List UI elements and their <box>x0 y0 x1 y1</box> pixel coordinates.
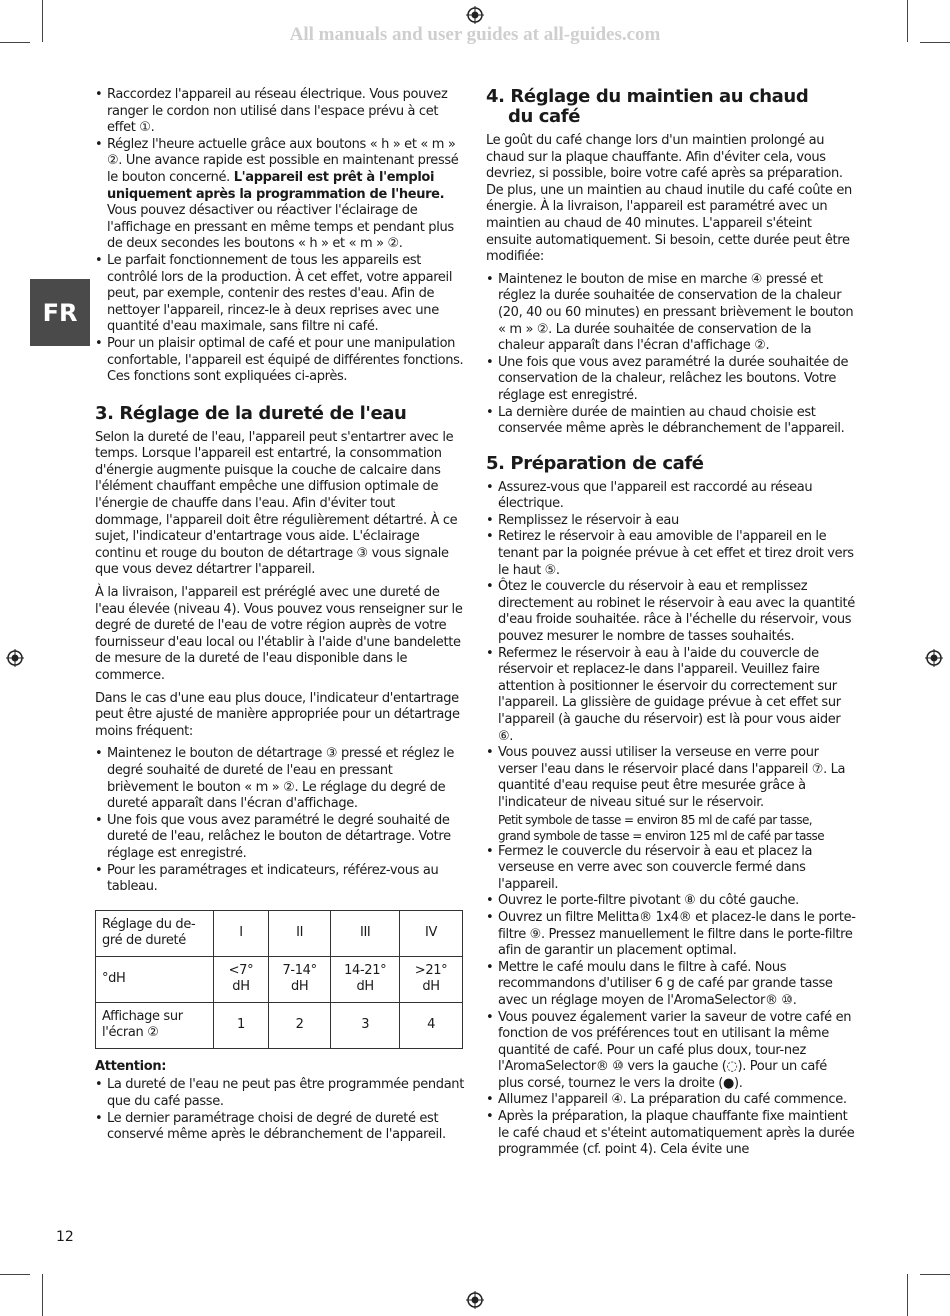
crop-mark <box>920 42 950 43</box>
section-3-list <box>95 746 465 895</box>
list-item: • Vous pouvez également varier la saveur de votre café en fonction de vos préférences tout en utilisant la même quantité de café. Pour un café plus doux, tour-nez l'AromaSelector® ⑩ vers la gauche (◌). Pour un café plus corsé, tournez le vers la droite (●). <box>486 1010 856 1093</box>
list-item: • Retirez le réservoir à eau amovible de l'appareil en le tenant par la poignée prévue à cet effet et tirez droit vers le haut ⑤. <box>486 529 856 579</box>
paragraph: Dans le cas d'une eau plus douce, l'indicateur d'entartrage peut être ajusté de manière appropriée pour un détartrage moins fréquent: <box>95 690 460 739</box>
list-item: • Ouvrez le porte-filtre pivotant ⑧ du côté gauche. <box>486 893 856 910</box>
crop-mark <box>920 1274 950 1275</box>
table-cell: 14-21° dH <box>331 956 400 1002</box>
cup-note: grand symbole de tasse = environ 125 ml de café par tasse <box>498 828 824 843</box>
attention-label: Attention: <box>95 1058 167 1074</box>
list-item: • Allumez l'appareil ④. La préparation du café commence. <box>486 1092 856 1109</box>
table-cell: 2 <box>268 1002 330 1048</box>
hardness-table <box>95 910 463 1049</box>
list-item <box>486 745 856 843</box>
list-item: • Ouvrez un filtre Melitta® 1x4® et placez-le dans le porte-filtre ⑨. Pressez manuellement le filtre dans le porte-filtre afin de garantir un placement optimal. <box>486 910 856 960</box>
table-cell: >21° dH <box>400 956 463 1002</box>
list-item: • Pour un plaisir optimal de café et pour une manipulation confortable, l'appareil est équipé de différentes fonctions. Ces fonctions sont expliquées ci-après. <box>95 336 465 386</box>
right-column <box>486 87 856 1165</box>
registration-mark-icon <box>466 1291 484 1309</box>
list-item-text: Vous pouvez désactiver ou réactiver l'éclairage de l'affichage en pressant en même temps et pendant plus de deux secondes les boutons « h » et « m » ②. <box>107 203 454 252</box>
section-3-heading: 3. Réglage de la dureté de l'eau <box>95 402 407 424</box>
list-item: • Maintenez le bouton de mise en marche ④ pressé et réglez la durée souhaitée de conservation de la chaleur (20, 40 ou 60 minutes) en pressant brièvement le bouton « m » ②. La durée souhaitée de conservation de la chaleur apparaît dans l'écran d'affichage ②. <box>486 272 856 355</box>
list-item: • Raccordez l'appareil au réseau électrique. Vous pouvez ranger le cordon non utilisé dans l'espace prévu à cet effet ①. <box>95 87 465 137</box>
paragraph: À la livraison, l'appareil est préréglé avec une dureté de l'eau élevée (niveau 4). Vous pouvez vous renseigner sur le degré de dureté de l'eau de votre région auprès de votre fournisseur d'eau local ou l'établir à l'aide d'une bandelette de mesure de la dureté de l'eau disponible dans le commerce. <box>95 585 463 683</box>
registration-mark-icon <box>6 649 24 667</box>
table-row <box>96 1002 463 1048</box>
bold-notice: L'appareil est prêt à l'emploi uniquement après la programmation de l'heure. <box>107 169 445 202</box>
registration-mark-icon <box>466 6 484 24</box>
left-column <box>95 87 465 1150</box>
registration-mark-icon <box>925 649 943 667</box>
list-item: • Une fois que vous avez paramétré la durée souhaitée de conservation de la chaleur, relâchez les boutons. Votre réglage est enregistré. <box>486 355 856 405</box>
watermark: All manuals and user guides at all-guides.com <box>289 24 661 45</box>
list-item: • Ôtez le couvercle du réservoir à eau et remplissez directement au robinet le réservoir à eau avec la quantité d'eau froide souhaitée. râce à l'échelle du réservoir, vous pouvez mesurer le nombre de tasses souhaités. <box>486 579 856 645</box>
list-item <box>95 137 465 253</box>
table-cell: II <box>268 910 330 956</box>
crop-mark <box>0 1274 30 1275</box>
list-item: • Pour les paramétrages et indicateurs, référez-vous au tableau. <box>95 863 465 896</box>
intro-list <box>95 87 465 386</box>
table-cell: IV <box>400 910 463 956</box>
list-item: • La dureté de l'eau ne peut pas être programmée pendant que du café passe. <box>95 1077 465 1110</box>
list-item: • Mettre le café moulu dans le filtre à café. Nous recommandons d'utiliser 6 g de café par grande tasse avec un réglage moyen de l'AromaSelector® ⑩. <box>486 960 856 1010</box>
list-item: • Après la préparation, la plaque chauffante fixe maintient le café chaud et s'éteint automatiquement après la durée programmée (cf. point 4). Cela évite une <box>486 1109 856 1159</box>
table-row <box>96 910 463 956</box>
heading-line: du café <box>508 106 581 127</box>
crop-mark <box>42 0 43 42</box>
attention-list <box>95 1077 465 1143</box>
section-5-heading: 5. Préparation de café <box>486 452 704 474</box>
list-item: • Maintenez le bouton de détartrage ③ pressé et réglez le degré souhaité de dureté de l'eau en pressant brièvement le bouton « m » ②. Le réglage du degré de dureté apparaît dans l'écran d'affichage. <box>95 746 465 812</box>
table-cell: 3 <box>331 1002 400 1048</box>
crop-mark <box>42 1274 43 1316</box>
page-number: 12 <box>56 1229 74 1245</box>
table-cell: °dH <box>96 956 214 1002</box>
list-item: • La dernière durée de maintien au chaud choisie est conservée même après le débranchement de l'appareil. <box>486 405 856 438</box>
table-cell: 1 <box>214 1002 269 1048</box>
crop-mark <box>907 1274 908 1316</box>
list-item: • Fermez le couvercle du réservoir à eau et placez la verseuse en verre avec son couvercle fermé dans l'appareil. <box>486 844 856 894</box>
table-cell: Affichage sur l'écran ② <box>96 1002 214 1048</box>
list-item: • Refermez le réservoir à eau à l'aide du couvercle de réservoir et replacez-le dans l'appareil. Veuillez faire attention à positionner le éservoir du correctement sur l'appareil. La glissière de guidage prévue à cet effet sur l'appareil (à gauche du réservoir) est là pour vous aider ⑥. <box>486 646 856 746</box>
list-item: • Le dernier paramétrage choisi de degré de dureté est conservé même après le débranchement de l'appareil. <box>95 1111 465 1144</box>
language-tab: FR <box>30 279 90 346</box>
section-4-list <box>486 272 856 438</box>
list-item: • Remplissez le réservoir à eau <box>486 513 856 530</box>
table-row <box>96 956 463 1002</box>
list-item: • Assurez-vous que l'appareil est raccordé au réseau électrique. <box>486 480 856 513</box>
heading-line: 4. Réglage du maintien au chaud <box>486 86 809 107</box>
table-cell: III <box>331 910 400 956</box>
section-4-heading <box>486 87 856 127</box>
list-item-text: Réglez l'heure actuelle grâce aux boutons « h » et « m » ②. Une avance rapide est possible en maintenant pressé le bouton concerné. <box>107 136 459 185</box>
table-cell: I <box>214 910 269 956</box>
table-cell: 7-14° dH <box>268 956 330 1002</box>
list-item: • Le parfait fonctionnement de tous les appareils est contrôlé lors de la production. À cet effet, votre appareil peut, par exemple, contenir des restes d'eau. Afin de nettoyer l'appareil, rincez-le à deux reprises avec une quantité d'eau maximale, sans filtre ni café. <box>95 253 465 336</box>
section-5-list <box>486 480 856 1159</box>
table-cell: Réglage du de-gré de dureté <box>96 910 214 956</box>
table-cell: <7° dH <box>214 956 269 1002</box>
paragraph: Le goût du café change lors d'un maintien prolongé au chaud sur la plaque chauffante. Afin d'éviter cela, vous devriez, si possible, boire votre café après sa préparation. De plus, une un maintien au chaud inutile du café coûte en énergie. À la livraison, l'appareil est paramétré avec un maintien au chaud de 40 minutes. L'appareil s'éteint ensuite automatiquement. Si besoin, cette durée peut être modifiée: <box>486 133 852 265</box>
list-item: • Une fois que vous avez paramétré le degré souhaité de dureté de l'eau, relâchez le bouton de détartrage. Votre réglage est enregistré. <box>95 813 465 863</box>
crop-mark <box>0 42 30 43</box>
crop-mark <box>907 0 908 42</box>
table-cell: 4 <box>400 1002 463 1048</box>
paragraph: Selon la dureté de l'eau, l'appareil peut s'entartrer avec le temps. Lorsque l'appareil est entartré, la consommation d'énergie augmente puisque la couche de calcaire dans l'élément chauffant empêche une diffusion optimale de l'énergie de chauffe dans l'eau. Afin d'éviter tout dommage, l'appareil doit être régulièrement détartré. À ce sujet, l'indicateur d'entartrage vous aide. L'éclairage continu et rouge du bouton de détartrage ③ vous signale que vous devez détartrer l'appareil. <box>95 429 458 578</box>
list-item-text: Vous pouvez aussi utiliser la verseuse en verre pour verser l'eau dans le réservoir placé dans l'appareil ⑦. La quantité d'eau requise peut être mesurée grâce à l'indicateur de niveau situé sur le réservoir. <box>498 745 846 810</box>
cup-note: Petit symbole de tasse = environ 85 ml de café par tasse, <box>498 812 812 827</box>
